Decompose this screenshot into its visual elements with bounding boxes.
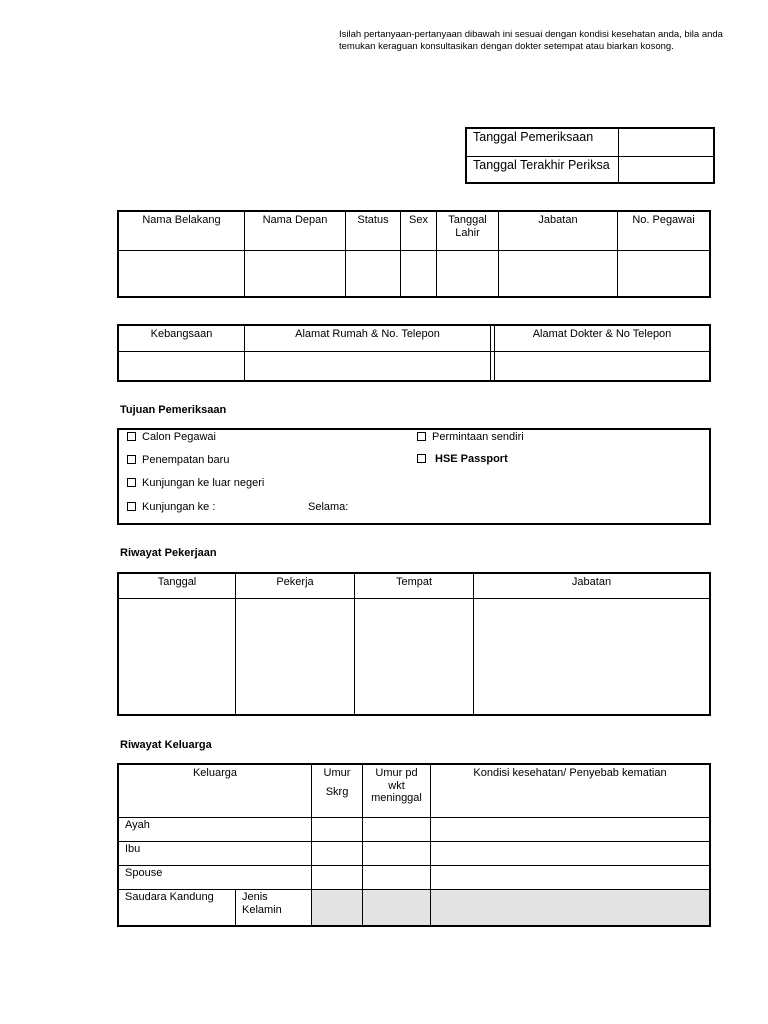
checkbox-icon[interactable] [417,432,426,441]
header-job-title: Jabatan [474,574,709,599]
last-exam-date-label: Tanggal Terakhir Periksa [467,157,619,182]
position-field[interactable] [499,251,618,296]
first-name-field[interactable] [245,251,346,296]
header-date: Tanggal [119,574,236,599]
option-own-request[interactable] [417,431,524,443]
row-label-mother: Ibu [119,842,312,866]
checkbox-icon[interactable] [127,478,136,487]
personal-data-table [117,210,711,298]
option-hse-passport-label: HSE Passport [435,453,508,465]
father-condition-field[interactable] [431,818,709,842]
siblings-condition-field[interactable] [431,890,709,925]
header-home-address: Alamat Rumah & No. Telepon [245,326,491,352]
header-nationality: Kebangsaan [119,326,245,352]
mother-age-death-field[interactable] [363,842,431,866]
spouse-age-death-field[interactable] [363,866,431,890]
purpose-heading: Tujuan Pemeriksaan [120,404,227,416]
header-first-name: Nama Depan [245,212,346,251]
father-age-death-field[interactable] [363,818,431,842]
header-age-now-line2: Skrg [325,786,349,798]
option-visit-to[interactable] [127,501,215,513]
instructions-text: Isilah pertanyaan-pertanyaan dibawah ini sesuai dengan kondisi kesehatan anda, bila anda temukan keraguan konsultasikan dengan dokter setempat atau biarkan kosong. [339,29,723,52]
header-birth-date: Tanggal Lahir [437,212,499,251]
header-doctor-address: Alamat Dokter & No Telepon [495,326,709,352]
option-new-placement-label: Penempatan baru [142,454,230,466]
purpose-box [117,428,711,525]
option-overseas-label: Kunjungan ke luar negeri [142,477,265,489]
option-new-placement[interactable] [127,454,229,466]
checkbox-icon[interactable] [127,432,136,441]
header-status: Status [346,212,401,251]
status-field[interactable] [346,251,401,296]
employee-no-field[interactable] [618,251,709,296]
mother-age-now-field[interactable] [312,842,363,866]
header-family: Keluarga [119,765,312,818]
header-position: Jabatan [499,212,618,251]
work-job-title-field[interactable] [474,599,709,714]
row-label-father: Ayah [119,818,312,842]
work-history-table [117,572,711,716]
header-condition: Kondisi kesehatan/ Penyebab kematian [431,765,709,818]
siblings-age-now-field[interactable] [312,890,363,925]
header-employee-no: No. Pegawai [618,212,709,251]
option-candidate[interactable] [127,431,216,443]
siblings-gender-label: Jenis Kelamin [236,890,312,925]
home-address-field[interactable] [245,352,491,380]
header-sex: Sex [401,212,437,251]
last-exam-date-field[interactable] [619,157,713,182]
mother-condition-field[interactable] [431,842,709,866]
row-label-spouse: Spouse [119,866,312,890]
option-visit-to-label: Kunjungan ke : [142,501,216,513]
family-history-heading: Riwayat Keluarga [120,739,212,751]
header-age-at-death: Umur pd wkt meninggal [363,765,431,818]
header-age-now [312,765,363,818]
work-history-heading: Riwayat Pekerjaan [120,547,217,559]
option-candidate-label: Calon Pegawai [142,431,216,443]
birth-date-field[interactable] [437,251,499,296]
work-date-field[interactable] [119,599,236,714]
checkbox-icon[interactable] [127,455,136,464]
address-table [117,324,711,382]
work-place-field[interactable] [355,599,474,714]
header-age-now-line1: Umur [323,767,351,779]
family-history-table [117,763,711,927]
sex-field[interactable] [401,251,437,296]
doctor-address-field[interactable] [495,352,709,380]
header-employer: Pekerja [236,574,355,599]
spouse-condition-field[interactable] [431,866,709,890]
exam-date-label: Tanggal Pemeriksaan [467,129,619,157]
nationality-field[interactable] [119,352,245,380]
duration-label: Selama: [308,501,349,513]
work-employer-field[interactable] [236,599,355,714]
last-name-field[interactable] [119,251,245,296]
option-hse-passport[interactable] [417,453,508,465]
spouse-age-now-field[interactable] [312,866,363,890]
option-overseas[interactable] [127,477,264,489]
option-own-request-label: Permintaan sendiri [432,431,524,443]
checkbox-icon[interactable] [127,502,136,511]
row-label-siblings: Saudara Kandung [119,890,236,925]
header-last-name: Nama Belakang [119,212,245,251]
checkbox-icon[interactable] [417,454,426,463]
header-place: Tempat [355,574,474,599]
exam-date-field[interactable] [619,129,713,157]
exam-dates-table [465,127,715,184]
siblings-age-death-field[interactable] [363,890,431,925]
father-age-now-field[interactable] [312,818,363,842]
